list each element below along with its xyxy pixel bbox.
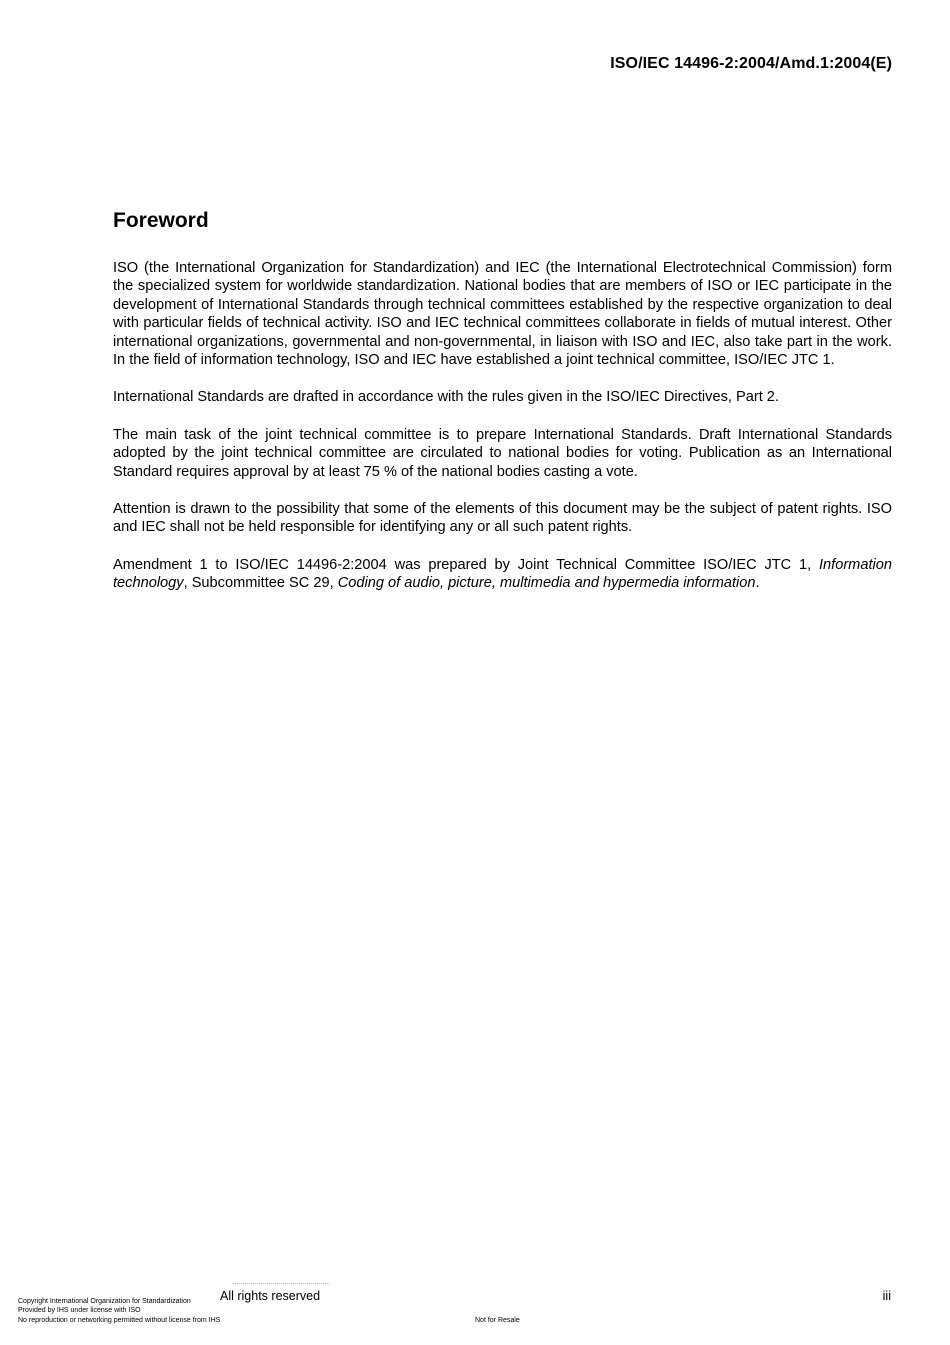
paragraph-5-italic-b: Coding of audio, picture, multimedia and hypermedia information	[337, 575, 756, 592]
rights-reserved-text: All rights reserved	[220, 1289, 321, 1303]
paragraph-1: ISO (the International Organization for Standardization) and IEC (the International Electrotechnical Commission) form the specialized system for worldwide standardization. National bodies that are members of ISO or IEC participate in the development of International Standards through technical committees established by the respective organization to deal with particular fields of technical activity. ISO and IEC technical committees collaborate in fields of mutual interest. Other international organizations, governmental and non-governmental, in liaison with ISO and IEC, also take part in the work. In the field of information technology, ISO and IEC have established a joint technical committee, ISO/IEC JTC 1.	[113, 260, 892, 369]
faint-divider	[232, 1283, 330, 1285]
document-id: ISO/IEC 14496-2:2004/Amd.1:2004(E)	[610, 55, 892, 72]
paragraph-5-text-b: , Subcommittee SC 29,	[183, 575, 338, 592]
page-title: Foreword	[113, 209, 209, 232]
not-for-resale: Not for Resale	[475, 1317, 520, 1324]
paragraph-5-text-a: Amendment 1 to ISO/IEC 14496-2:2004 was prepared by Joint Technical Committee ISO/IEC JTC 1,	[113, 556, 819, 573]
watermark-line-2: Provided by IHS under license with ISO	[18, 1307, 141, 1314]
paragraph-5-text-c: .	[755, 575, 760, 592]
watermark-line-1: Copyright International Organization for Standardization	[18, 1298, 191, 1305]
paragraph-5-italic-a: Information technology	[113, 556, 892, 592]
page-number: iii	[882, 1289, 891, 1303]
foreword-body	[113, 259, 892, 612]
paragraph-3: The main task of the joint technical committee is to prepare International Standards. Draft International Standards adopted by the joint technical committee are circulated to national bodies for voting. Publication as an International Standard requires approval by at least 75 % of the national bodies casting a vote.	[113, 426, 892, 480]
paragraph-5	[113, 556, 892, 593]
watermark-line-3: No reproduction or networking permitted without license from IHS	[18, 1317, 221, 1324]
paragraph-4: Attention is drawn to the possibility that some of the elements of this document may be the subject of patent rights. ISO and IEC shall not be held responsible for identifying any or all such patent rights.	[113, 501, 892, 536]
paragraph-2: International Standards are drafted in accordance with the rules given in the ISO/IEC Directives, Part 2.	[113, 389, 779, 406]
